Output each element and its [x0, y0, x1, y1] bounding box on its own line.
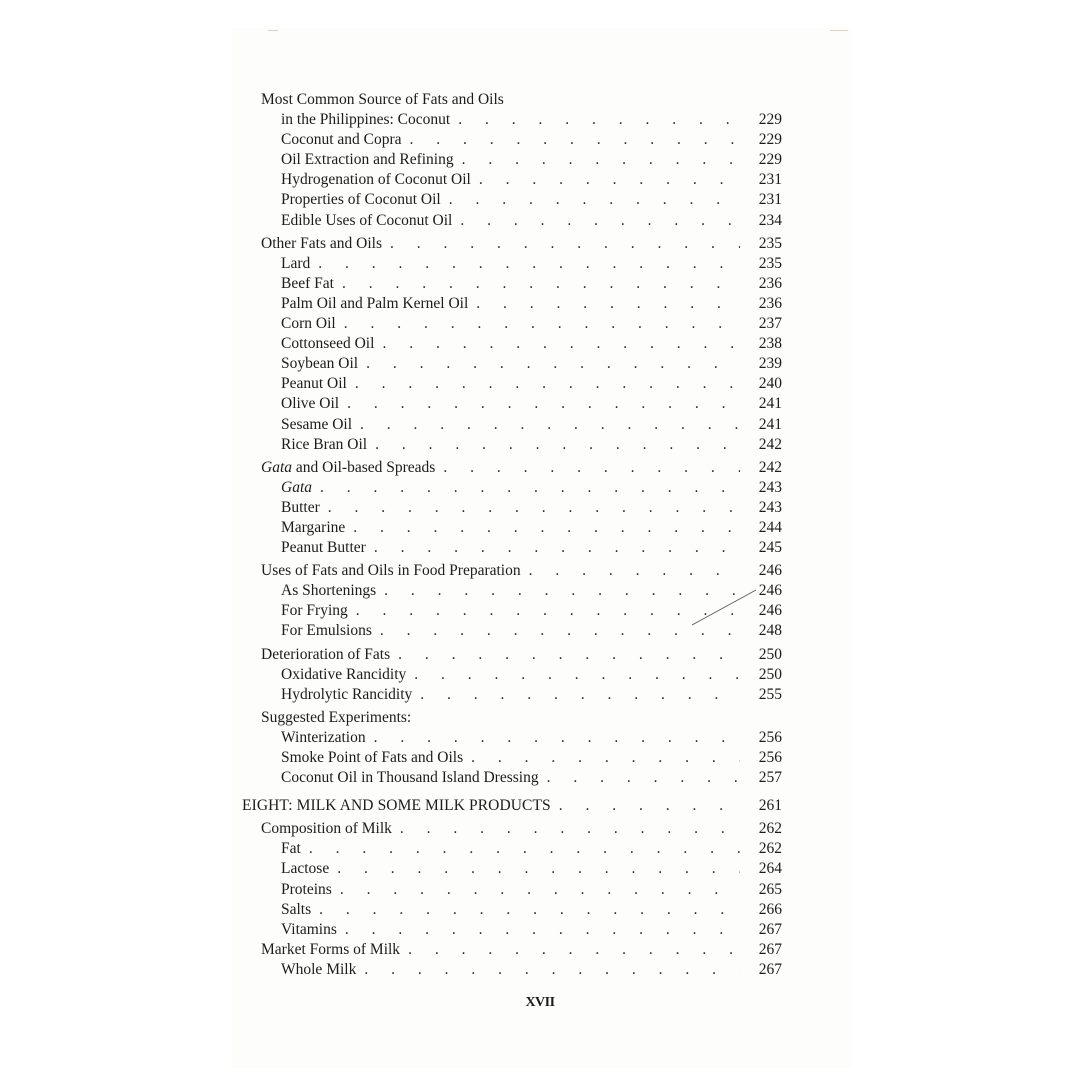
- dot-leader: [390, 234, 740, 254]
- toc-page-number: 236: [758, 294, 782, 312]
- toc-subsection-row: [242, 435, 782, 455]
- toc-subsection-row: [242, 211, 782, 231]
- toc-entry-title-text: Palm Oil and Palm Kernel Oil: [281, 294, 469, 312]
- toc-section-row: [242, 645, 782, 665]
- toc-entry-title: [242, 394, 339, 414]
- toc-section-row: [242, 234, 782, 254]
- toc-entry-title-text: Beef Fat: [281, 274, 334, 292]
- toc-entry-title: [242, 819, 392, 839]
- toc-entry-title: [242, 748, 463, 768]
- dot-leader: [320, 478, 740, 498]
- dot-leader: [384, 581, 740, 601]
- toc-subsection-row: [242, 859, 782, 879]
- toc-page-number: 246: [758, 602, 782, 620]
- toc-entry-title: [242, 665, 406, 685]
- toc-subsection-row: [242, 374, 782, 394]
- toc-entry-title: [242, 645, 390, 665]
- toc-entry-title-text: in the Philippines: Coconut: [281, 111, 451, 129]
- toc-page-number: 229: [758, 131, 782, 149]
- dot-leader: [347, 394, 740, 414]
- toc-entry-title-text: Peanut Oil: [281, 375, 347, 393]
- toc-subsection-row: [242, 190, 782, 210]
- toc-entry-title: [242, 234, 382, 254]
- dot-leader: [479, 170, 740, 190]
- toc-entry-title-text: As Shortenings: [281, 582, 377, 600]
- toc-entry-title-text: Fat: [281, 840, 301, 858]
- toc-page-number: 239: [758, 355, 782, 373]
- toc-subsection-row: [242, 839, 782, 859]
- toc-entry-title: [242, 880, 332, 900]
- toc-entry-title-text: Most Common Source of Fats and Oils: [261, 91, 504, 108]
- toc-entry-title: [242, 334, 374, 354]
- toc-entry-title: [242, 415, 352, 435]
- dot-leader: [380, 621, 740, 641]
- toc-entry-title-text: Whole Milk: [281, 960, 357, 978]
- toc-page-number: 240: [758, 375, 782, 393]
- toc-entry-title-text: Salts: [281, 900, 312, 918]
- toc-entry-title: [242, 150, 454, 170]
- toc-entry-title: [242, 940, 400, 960]
- dot-leader: [559, 796, 740, 816]
- dot-leader: [408, 940, 740, 960]
- toc-subsection-row: [242, 748, 782, 768]
- toc-entry-title-text: Peanut Butter: [281, 539, 366, 557]
- toc-page-number: 245: [758, 539, 782, 557]
- toc-entry-title-text: Hydrolytic Rancidity: [281, 685, 413, 703]
- toc-subsection-row: [242, 960, 782, 980]
- dot-leader: [344, 314, 740, 334]
- toc-entry-title: [242, 435, 367, 455]
- toc-subsection-row: [242, 478, 782, 498]
- dot-leader: [319, 900, 740, 920]
- toc-chapter-row: [242, 796, 782, 816]
- toc-subsection-row: [242, 498, 782, 518]
- toc-entry-title: [242, 920, 337, 940]
- toc-section-row: [242, 561, 782, 581]
- toc-entry-title: [242, 900, 311, 920]
- toc-entry-title-text: Coconut and Copra: [281, 131, 402, 149]
- toc-entry-title: [242, 518, 345, 538]
- toc-entry-title: [242, 478, 312, 498]
- toc-subsection-row: [242, 920, 782, 940]
- toc-page-number: 234: [758, 211, 782, 229]
- toc-entry-title-text: Corn Oil: [281, 315, 336, 333]
- toc-page-number: 261: [758, 797, 782, 815]
- toc-entry-title: [242, 859, 329, 879]
- toc-entry-title-text: Sesame Oil: [281, 415, 353, 433]
- dot-leader: [400, 819, 740, 839]
- dot-leader: [366, 354, 740, 374]
- toc-entry-title: [242, 960, 356, 980]
- dot-leader: [547, 768, 740, 788]
- toc-entry-title-text: Hydrogenation of Coconut Oil: [281, 171, 471, 189]
- dot-leader: [458, 110, 740, 130]
- toc-page-number: 236: [758, 274, 782, 292]
- toc-subsection-row: [242, 334, 782, 354]
- toc-entry-title-text: Olive Oil: [281, 395, 340, 413]
- toc-entry-title-text: Proteins: [281, 880, 332, 898]
- dot-leader: [471, 748, 740, 768]
- toc-entry-title-text: and Oil-based Spreads: [292, 458, 436, 476]
- toc-page-number: 267: [758, 920, 782, 938]
- dot-leader: [328, 498, 740, 518]
- dot-leader: [374, 538, 740, 558]
- toc-subsection-row: [242, 880, 782, 900]
- table-of-contents: [242, 90, 782, 980]
- toc-page-number: 256: [758, 749, 782, 766]
- toc-entry-title: [242, 768, 539, 788]
- toc-subsection-row: [242, 728, 782, 748]
- toc-entry-title: [242, 130, 402, 150]
- toc-entry-title: [242, 581, 376, 601]
- toc-entry-title-italic: Gata: [261, 458, 292, 476]
- toc-page-number: 262: [758, 820, 782, 838]
- toc-entry-title: [242, 498, 320, 518]
- toc-entry-title: [242, 254, 310, 274]
- dot-leader: [353, 518, 740, 538]
- toc-page-number: 248: [758, 622, 782, 640]
- dot-leader: [355, 374, 740, 394]
- toc-section-row: [242, 458, 782, 478]
- toc-entry-title-text: Coconut Oil in Thousand Island Dressing: [281, 769, 539, 787]
- toc-subsection-row: [242, 518, 782, 538]
- toc-entry-title-text: Vitamins: [281, 920, 337, 938]
- toc-entry-title-text: Other Fats and Oils: [261, 234, 382, 252]
- toc-page-number: 241: [758, 395, 782, 413]
- toc-page-number: 243: [758, 478, 782, 496]
- toc-section-row: [242, 90, 782, 110]
- toc-page-number: 264: [758, 860, 782, 878]
- dot-leader: [414, 665, 740, 685]
- toc-entry-title-text: Edible Uses of Coconut Oil: [281, 211, 453, 229]
- toc-entry-title-text: Deterioration of Fats: [261, 645, 391, 663]
- toc-entry-title: [242, 796, 551, 816]
- toc-entry-title-text: For Emulsions: [281, 622, 372, 640]
- toc-subsection-row: [242, 170, 782, 190]
- dot-leader: [360, 415, 740, 435]
- toc-entry-title: [242, 685, 412, 705]
- toc-entry-title: [242, 839, 301, 859]
- toc-subsection-row: [242, 254, 782, 274]
- toc-entry-title: [242, 561, 521, 581]
- toc-entry-title-text: Smoke Point of Fats and Oils: [281, 749, 464, 766]
- toc-page-number: 237: [758, 315, 782, 333]
- toc-entry-title-italic: Gata: [281, 478, 312, 496]
- toc-entry-title: [242, 374, 347, 394]
- dot-leader: [375, 435, 740, 455]
- dot-leader: [449, 190, 740, 210]
- toc-entry-title-text: Market Forms of Milk: [261, 940, 401, 958]
- toc-entry-title-text: Margarine: [281, 518, 346, 536]
- dot-leader: [342, 274, 740, 294]
- dot-leader: [345, 920, 740, 940]
- dot-leader: [420, 685, 740, 705]
- dot-leader: [309, 839, 740, 859]
- toc-entry-title: [242, 538, 366, 558]
- toc-entry-title-text: Properties of Coconut Oil: [281, 191, 441, 209]
- toc-page-number: 257: [758, 769, 782, 787]
- dot-leader: [364, 960, 740, 980]
- toc-subsection-row: [242, 274, 782, 294]
- toc-section-row: [242, 819, 782, 839]
- toc-subsection-row: [242, 150, 782, 170]
- toc-entry-title: [242, 274, 334, 294]
- toc-entry-title: [242, 294, 468, 314]
- toc-subsection-row: [242, 415, 782, 435]
- toc-page-number: 250: [758, 665, 782, 683]
- pen-mark: [690, 588, 760, 628]
- toc-entry-title-text: Oil Extraction and Refining: [281, 151, 454, 169]
- toc-entry-title-text: Soybean Oil: [281, 355, 359, 373]
- toc-entry-title: [242, 354, 358, 374]
- toc-entry-title-text: Rice Bran Oil: [281, 435, 368, 453]
- toc-entry-title-text: Cottonseed Oil: [281, 335, 375, 353]
- toc-entry-title: [242, 601, 348, 621]
- dot-leader: [382, 334, 740, 354]
- toc-entry-title: [242, 110, 450, 130]
- dot-leader: [476, 294, 740, 314]
- toc-page-number: 246: [758, 582, 782, 600]
- toc-subsection-row: [242, 110, 782, 130]
- toc-subsection-row: [242, 354, 782, 374]
- toc-subsection-row: [242, 900, 782, 920]
- toc-subsection-row: [242, 538, 782, 558]
- toc-page-number: 244: [758, 518, 782, 536]
- toc-page-number: 229: [758, 111, 782, 129]
- toc-page-number: 262: [758, 840, 782, 858]
- dot-leader: [337, 859, 740, 879]
- toc-entry-title: [242, 314, 336, 334]
- toc-subsection-row: [242, 394, 782, 414]
- toc-page-number: 243: [758, 498, 782, 516]
- toc-section-row: [242, 708, 782, 728]
- toc-entry-title: [242, 211, 452, 231]
- toc-entry-title-text: Butter: [281, 498, 320, 516]
- scan-mark: [268, 30, 278, 31]
- toc-page-number: 267: [758, 940, 782, 958]
- toc-entry-title: [242, 458, 435, 478]
- dot-leader: [340, 880, 740, 900]
- toc-entry-title: [242, 170, 471, 190]
- toc-page-number: 242: [758, 435, 782, 453]
- toc-page-number: 241: [758, 415, 782, 433]
- toc-entry-title-text: Winterization: [281, 728, 366, 746]
- dot-leader: [410, 130, 740, 150]
- toc-page-number: 250: [758, 645, 782, 663]
- toc-page-number: 255: [758, 685, 782, 703]
- toc-page-number: 231: [758, 191, 782, 209]
- toc-subsection-row: [242, 685, 782, 705]
- dot-leader: [462, 150, 740, 170]
- page-number: XVII: [525, 995, 555, 1010]
- toc-entry-title: [242, 621, 372, 641]
- toc-subsection-row: [242, 314, 782, 334]
- toc-page-number: 235: [758, 254, 782, 272]
- dot-leader: [356, 601, 740, 621]
- dot-leader: [318, 254, 740, 274]
- toc-entry-title-text: For Frying: [281, 602, 348, 620]
- toc-entry-title-text: Oxidative Rancidity: [281, 665, 407, 683]
- scan-mark: [830, 30, 848, 31]
- toc-page-number: 238: [758, 335, 782, 353]
- dot-leader: [460, 211, 740, 231]
- toc-subsection-row: [242, 294, 782, 314]
- toc-page-number: 229: [758, 151, 782, 169]
- dot-leader: [443, 458, 740, 478]
- toc-page-number: 242: [758, 458, 782, 476]
- toc-page-number: 266: [758, 900, 782, 918]
- toc-subsection-row: [242, 768, 782, 788]
- toc-page-number: 265: [758, 880, 782, 898]
- toc-entry-title-text: EIGHT: MILK AND SOME MILK PRODUCTS: [242, 797, 551, 815]
- toc-entry-title-text: Uses of Fats and Oils in Food Preparation: [261, 562, 521, 580]
- toc-entry-title: [242, 708, 411, 728]
- dot-leader: [374, 728, 740, 748]
- toc-entry-title-text: Composition of Milk: [261, 820, 392, 838]
- toc-page-number: 246: [758, 562, 782, 580]
- toc-section-row: [242, 940, 782, 960]
- toc-entry-title: [242, 90, 504, 110]
- dot-leader: [398, 645, 740, 665]
- toc-subsection-row: [242, 665, 782, 685]
- toc-entry-title-text: Lactose: [281, 860, 330, 878]
- dot-leader: [529, 561, 740, 581]
- toc-page-number: 231: [758, 171, 782, 189]
- toc-entry-title-text: Lard: [281, 254, 311, 272]
- toc-entry-title: [242, 728, 366, 748]
- toc-entry-title-text: Suggested Experiments:: [261, 708, 412, 726]
- toc-page-number: 256: [758, 728, 782, 746]
- toc-subsection-row: [242, 130, 782, 150]
- toc-page-number: 267: [758, 960, 782, 978]
- toc-entry-title: [242, 190, 441, 210]
- toc-page-number: 235: [758, 234, 782, 252]
